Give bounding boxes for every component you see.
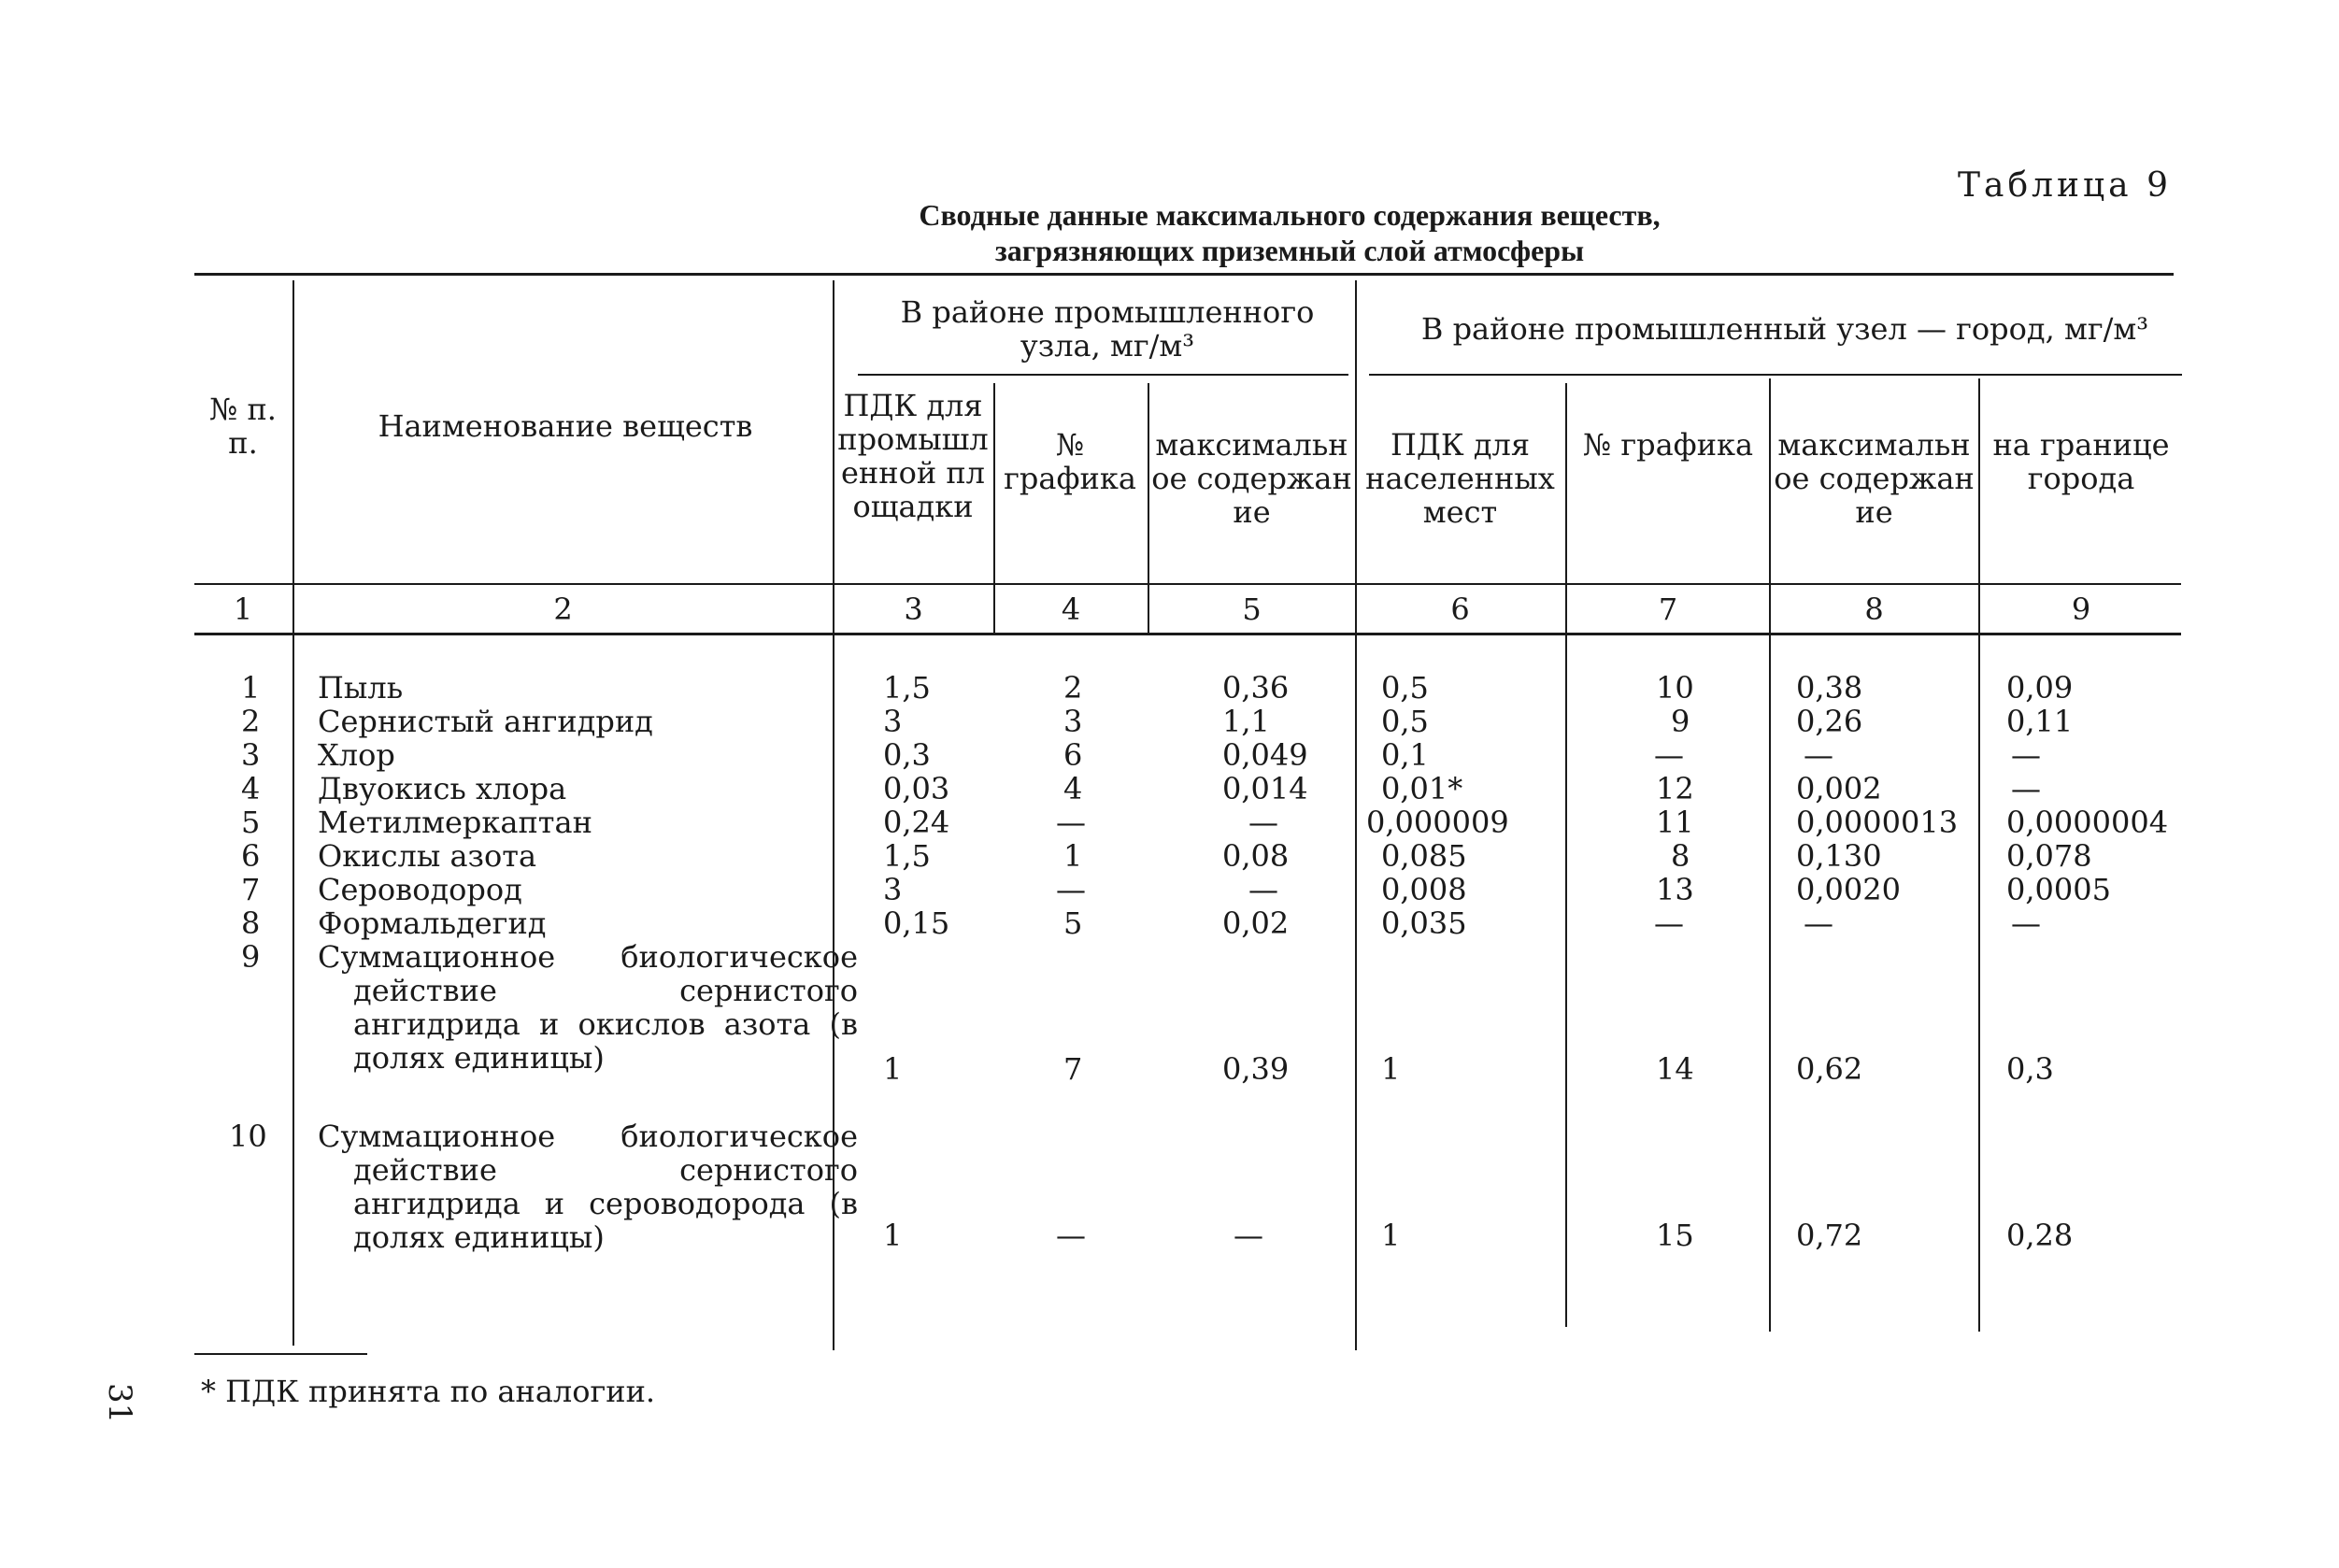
cell-c5: 0,02 (1222, 905, 1290, 941)
row-number: 5 (241, 805, 261, 840)
header-bottom-rule (194, 583, 2181, 585)
colnum-5: 5 (1242, 592, 1262, 627)
cell-c8: 0,0000013 (1796, 805, 1959, 840)
cell-c7: 15 (1656, 1218, 1694, 1253)
cell-c8: 0,62 (1796, 1051, 1863, 1087)
cell-c8: — (1804, 905, 1833, 941)
header-col9: на границе города (1992, 427, 2170, 496)
colnum-7: 7 (1658, 592, 1678, 627)
row-name: Окислы азота (318, 838, 537, 874)
header-col1: № п. п. (209, 392, 277, 461)
header-col4: № графика (1004, 427, 1136, 496)
cell-c5: — (1248, 805, 1278, 840)
colnum-8: 8 (1864, 592, 1884, 627)
cell-c4: 4 (1063, 771, 1083, 806)
header-group2: В районе промышленный узел — город, мг/м³ (1420, 311, 2149, 347)
group1-underline (858, 374, 1348, 376)
cell-c5: 1,1 (1222, 704, 1270, 739)
cell-c5: 0,049 (1222, 737, 1308, 773)
header-col5: максимальное содержание (1151, 427, 1352, 530)
cell-c8: 0,26 (1796, 704, 1863, 739)
cell-c5: 0,08 (1222, 838, 1290, 874)
cell-c7: — (1654, 905, 1684, 941)
vline-4 (1148, 383, 1149, 635)
cell-c8: 0,72 (1796, 1218, 1863, 1253)
colnum-3: 3 (904, 592, 923, 627)
cell-c3: 0,24 (883, 805, 950, 840)
header-col6: ПДК для населенных мест (1365, 427, 1555, 530)
cell-c7: — (1654, 737, 1684, 773)
header-group1: В районе промышленного узла, мг/м³ (900, 294, 1315, 363)
group2-underline (1369, 374, 2182, 376)
cell-c7: 8 (1671, 838, 1690, 874)
header-col8: максимальное содержание (1774, 427, 1975, 530)
cell-c7: 13 (1656, 872, 1694, 907)
cell-c3: 3 (883, 872, 903, 907)
row-number: 2 (241, 704, 261, 739)
cell-c6: 1 (1381, 1051, 1401, 1087)
cell-c9: 0,0005 (2006, 872, 2111, 907)
cell-c9: 0,11 (2006, 704, 2074, 739)
cell-c3: 3 (883, 704, 903, 739)
row-name: Суммационное биологическое действие сернистого ангидрида и окислов азота (в долях единицы) (318, 939, 858, 1076)
cell-c6: 0,01* (1381, 771, 1463, 806)
vline-3 (993, 383, 995, 635)
cell-c6: 0,5 (1381, 704, 1429, 739)
cell-c4: 1 (1063, 838, 1083, 874)
colnum-bottom-rule (194, 633, 2181, 635)
cell-c9: — (2011, 737, 2041, 773)
footnote-rule (194, 1353, 367, 1355)
cell-c8: 0,002 (1796, 771, 1882, 806)
row-name: Суммационное биологическое действие сернистого ангидрида и сероводорода (в долях единицы) (318, 1119, 858, 1255)
cell-c9: 0,3 (2006, 1051, 2054, 1087)
vline-6 (1565, 383, 1567, 1327)
table-title-line1: Сводные данные максимального содержания веществ, (919, 198, 1661, 232)
cell-c9: 0,0000004 (2006, 805, 2169, 840)
table-top-rule (194, 273, 2174, 276)
row-number: 8 (241, 905, 261, 941)
cell-c5: — (1234, 1218, 1263, 1253)
table-label: Таблица 9 (1958, 166, 2172, 205)
header-col3: ПДК для промышленной площадки (837, 388, 989, 524)
cell-c6: 1 (1381, 1218, 1401, 1253)
cell-c4: 2 (1063, 670, 1083, 706)
colnum-9: 9 (2071, 592, 2091, 627)
cell-c3: 0,3 (883, 737, 931, 773)
row-number: 4 (241, 771, 261, 806)
cell-c6: 0,085 (1381, 838, 1467, 874)
cell-c9: — (2011, 905, 2041, 941)
vline-8 (1978, 378, 1980, 1332)
row-name: Метилмеркаптан (318, 805, 592, 840)
cell-c3: 1,5 (883, 670, 931, 706)
row-name: Сернистый ангидрид (318, 704, 653, 739)
cell-c9: 0,28 (2006, 1218, 2074, 1253)
cell-c8: 0,130 (1796, 838, 1882, 874)
cell-c3: 1,5 (883, 838, 931, 874)
page-number: 31 (101, 1383, 138, 1424)
cell-c4: 6 (1063, 737, 1083, 773)
cell-c3: 1 (883, 1051, 903, 1087)
cell-c7: 14 (1656, 1051, 1694, 1087)
cell-c6: 0,035 (1381, 905, 1467, 941)
row-name: Сероводород (318, 872, 522, 907)
table-title-line2: загрязняющих приземный слой атмосферы (994, 234, 1585, 267)
colnum-1: 1 (233, 592, 253, 627)
cell-c6: 0,000009 (1366, 805, 1509, 840)
row-number: 1 (241, 670, 261, 706)
row-number: 10 (229, 1119, 267, 1154)
cell-c7: 11 (1656, 805, 1694, 840)
vline-7 (1769, 378, 1771, 1332)
cell-c3: 0,15 (883, 905, 950, 941)
cell-c3: 1 (883, 1218, 903, 1253)
cell-c9: — (2011, 771, 2041, 806)
cell-c4: 3 (1063, 704, 1083, 739)
cell-c5: 0,014 (1222, 771, 1308, 806)
cell-c4: 7 (1063, 1051, 1083, 1087)
vline-1 (292, 280, 294, 1346)
cell-c3: 0,03 (883, 771, 950, 806)
colnum-4: 4 (1061, 592, 1081, 627)
header-col7: № графика (1582, 427, 1754, 463)
cell-c8: 0,0020 (1796, 872, 1901, 907)
footnote: * ПДК принята по аналогии. (201, 1374, 656, 1409)
cell-c7: 10 (1656, 670, 1694, 706)
row-name: Формальдегид (318, 905, 547, 941)
cell-c6: 0,5 (1381, 670, 1429, 706)
colnum-6: 6 (1450, 592, 1470, 627)
row-number: 3 (241, 737, 261, 773)
cell-c5: 0,36 (1222, 670, 1290, 706)
row-number: 9 (241, 939, 261, 975)
cell-c6: 0,1 (1381, 737, 1429, 773)
row-number: 6 (241, 838, 261, 874)
row-name: Двуокись хлора (318, 771, 567, 806)
cell-c6: 0,008 (1381, 872, 1467, 907)
row-name: Пыль (318, 670, 404, 706)
cell-c4: — (1056, 805, 1086, 840)
row-number: 7 (241, 872, 261, 907)
cell-c4: — (1056, 1218, 1086, 1253)
cell-c4: — (1056, 872, 1086, 907)
row-name: Хлор (318, 737, 395, 773)
cell-c4: 5 (1063, 905, 1083, 941)
cell-c8: 0,38 (1796, 670, 1863, 706)
cell-c5: — (1248, 872, 1278, 907)
cell-c8: — (1804, 737, 1833, 773)
colnum-2: 2 (553, 592, 573, 627)
cell-c7: 12 (1656, 771, 1694, 806)
cell-c9: 0,09 (2006, 670, 2074, 706)
cell-c7: 9 (1671, 704, 1690, 739)
vline-5 (1355, 280, 1357, 1350)
cell-c9: 0,078 (2006, 838, 2092, 874)
cell-c5: 0,39 (1222, 1051, 1290, 1087)
header-col2: Наименование веществ (378, 408, 753, 444)
